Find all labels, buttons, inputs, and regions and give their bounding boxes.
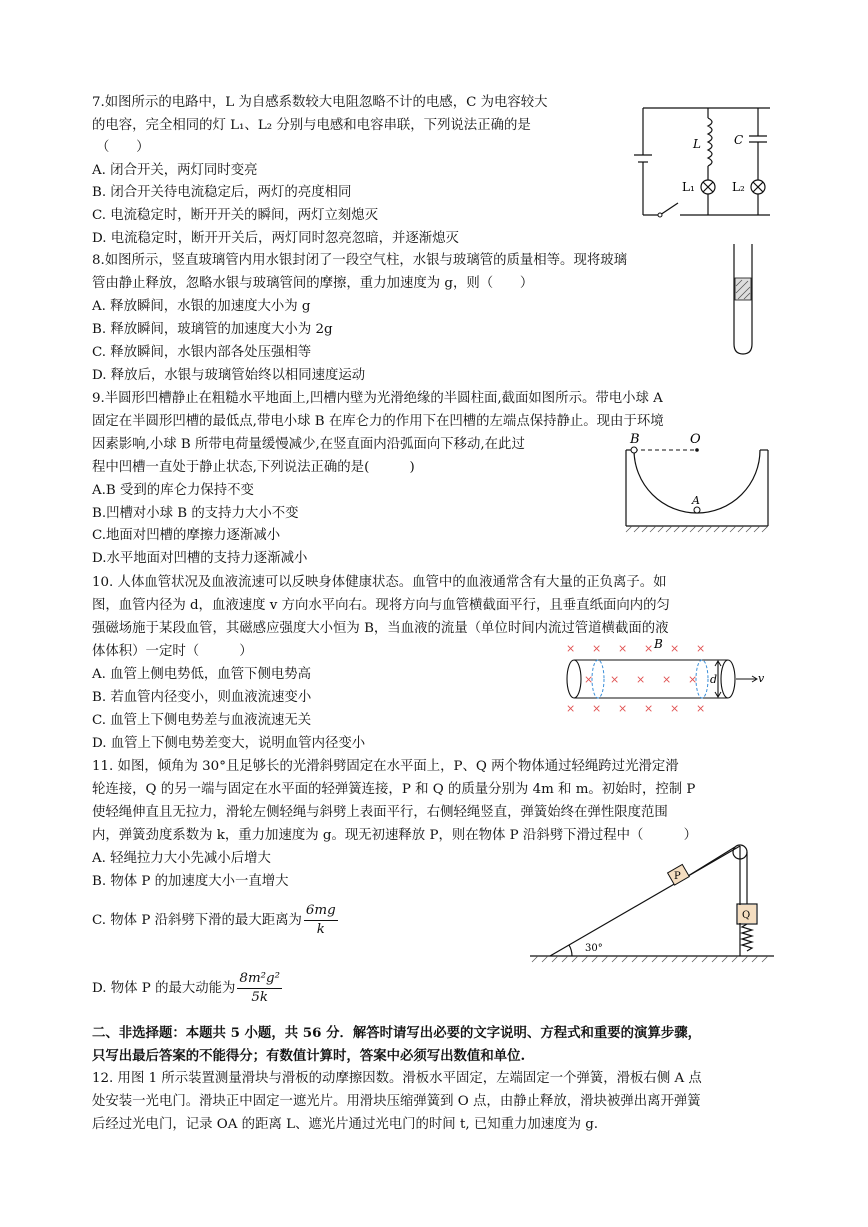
q10-label-B: B xyxy=(654,637,663,651)
q9-stem-line4: 程中凹槽一直处于静止状态,下列说法正确的是( ) xyxy=(92,460,415,475)
q11-label-P: P xyxy=(674,871,681,882)
q11-stem-line3: 使轻绳伸直且无拉力，滑轮左侧轻绳与斜劈上表面平行，右侧轻绳竖直，弹簧始终在弹性限度范围 xyxy=(92,805,668,820)
q9-option-c: C.地面对凹槽的摩擦力逐渐减小 xyxy=(92,528,281,543)
q9-option-d: D.水平地面对凹槽的支持力逐渐减小 xyxy=(92,551,308,566)
q9-label-B: B xyxy=(630,432,640,447)
q10-stem-line2: 图，血管内径为 d，血液速度 v 方向水平向右。现将方向与血管横截面平行，且垂直纸面向内的匀 xyxy=(92,598,670,613)
q11-option-c xyxy=(92,902,338,939)
q9-stem-line1: 9.半圆形凹槽静止在粗糙水平地面上,凹槽内壁为光滑绝缘的半圆柱面,截面如图所示。带电小球 A xyxy=(92,391,663,406)
q11-option-c-numerator: 6mg xyxy=(304,902,338,921)
svg-text:×: × xyxy=(566,642,576,655)
q9-label-O: O xyxy=(690,432,701,447)
q10-stem-line1: 10. 人体血管状况及血液流速可以反映身体健康状态。血管中的血液通常含有大量的正负离子。如 xyxy=(92,575,667,590)
q10-label-d: d xyxy=(710,673,718,686)
q8-glass-tube-figure xyxy=(728,240,758,358)
q7-stem-line3: （ ） xyxy=(96,140,150,155)
q11-option-c-denominator: k xyxy=(316,922,325,937)
q7-stem-line1: 7.如图所示的电路中，L 为自感系数较大电阻忽略不计的电感，C 为电容较大 xyxy=(92,95,548,110)
q11-option-d-numerator: 8m²g² xyxy=(237,970,282,989)
svg-text:×: × xyxy=(644,642,654,655)
svg-text:×: × xyxy=(688,673,698,686)
q11-option-b: B. 物体 P 的加速度大小一直增大 xyxy=(92,874,289,889)
q11-stem-line1: 11. 如图，倾角为 30°且足够长的光滑斜劈固定在水平面上，P、Q 两个物体通过轻绳跨过光滑定滑 xyxy=(92,759,679,774)
section2-heading-line1: 二、非选择题：本题共 5 小题，共 56 分．解答时请写出必要的文字说明、方程式和重要的演算步骤， xyxy=(92,1025,702,1041)
svg-text:×: × xyxy=(566,702,576,715)
q8-option-a: A. 释放瞬间，水银的加速度大小为 g xyxy=(92,299,311,314)
section2-heading-line2: 只写出最后答案的不能得分；有数值计算时，答案中必须写出数值和单位. xyxy=(92,1048,526,1064)
q11-option-c-text: C. 物体 P 沿斜劈下滑的最大距离为 xyxy=(92,913,302,928)
svg-text:×: × xyxy=(662,673,672,686)
q10-blood-vessel-figure xyxy=(560,636,772,716)
q10-option-c: C. 血管上下侧电势差与血液流速无关 xyxy=(92,713,312,728)
svg-text:×: × xyxy=(592,642,602,655)
q10-stem-line4: 体体积）一定时（ ） xyxy=(92,644,253,659)
svg-text:×: × xyxy=(696,702,706,715)
svg-text:×: × xyxy=(592,702,602,715)
q11-option-d-text: D. 物体 P 的最大动能为 xyxy=(92,981,236,996)
q9-trough-figure xyxy=(620,428,778,540)
q11-option-c-fraction xyxy=(304,902,338,939)
svg-text:×: × xyxy=(610,673,620,686)
q7-circuit-figure xyxy=(630,100,775,225)
q7-label-L: L xyxy=(693,137,701,151)
q12-stem-line3: 后经过光电门，记录 OA 的距离 L、遮光片通过光电门的时间 t, 已知重力加速度为 g. xyxy=(92,1117,599,1132)
q7-label-L1: L₁ xyxy=(682,180,695,194)
q7-option-b: B. 闭合开关待电流稳定后，两灯的亮度相同 xyxy=(92,185,352,200)
q7-option-d: D. 电流稳定时，断开开关后，两灯同时忽亮忽暗，并逐渐熄灭 xyxy=(92,231,459,246)
q11-label-Q: Q xyxy=(742,910,751,921)
q11-stem-line2: 轮连接，Q 的另一端与固定在水平面的轻弹簧连接，P 和 Q 的质量分别为 4m 和 m。初始时，控制 P xyxy=(92,782,696,797)
q10-option-b: B. 若血管内径变小，则血液流速变小 xyxy=(92,690,312,705)
q10-option-a: A. 血管上侧电势低，血管下侧电势高 xyxy=(92,667,312,682)
q9-label-A: A xyxy=(692,494,700,507)
q12-stem-line2: 处安装一光电门。滑块正中固定一遮光片。用滑块压缩弹簧到 O 点，由静止释放，滑块被弹出离开弹簧 xyxy=(92,1094,701,1109)
q10-label-v: v xyxy=(758,672,765,685)
q11-option-d-fraction xyxy=(237,970,282,1007)
q11-stem-line4: 内，弹簧劲度系数为 k，重力加速度为 g。现无初速释放 P，则在物体 P 沿斜劈下滑过程中（ ） xyxy=(92,828,698,843)
q7-stem-line2: 的电容，完全相同的灯 L₁、L₂ 分别与电感和电容串联，下列说法正确的是 xyxy=(92,118,531,133)
q10-stem-line3: 强磁场施于某段血管，其磁感应强度大小恒为 B，当血液的流量（单位时间内流过管道横截面的液 xyxy=(92,621,669,636)
q11-incline-figure xyxy=(528,838,776,970)
q7-option-a: A. 闭合开关，两灯同时变亮 xyxy=(92,163,258,178)
q11-option-d xyxy=(92,970,282,1007)
q11-option-d-denominator: 5k xyxy=(251,990,268,1005)
svg-text:×: × xyxy=(696,642,706,655)
q7-label-C: C xyxy=(734,133,744,147)
q8-option-c: C. 释放瞬间，水银内部各处压强相等 xyxy=(92,345,312,360)
q8-stem-line1: 8.如图所示，竖直玻璃管内用水银封闭了一段空气柱，水银与玻璃管的质量相等。现将玻璃 xyxy=(92,253,628,268)
svg-text:×: × xyxy=(618,702,628,715)
q7-label-L2: L₂ xyxy=(732,180,745,194)
q11-option-a: A. 轻绳拉力大小先减小后增大 xyxy=(92,851,271,866)
svg-text:×: × xyxy=(584,673,594,686)
q11-label-angle: 30° xyxy=(585,943,603,954)
q8-stem-line2: 管由静止释放，忽略水银与玻璃管间的摩擦，重力加速度为 g，则（ ） xyxy=(92,276,534,291)
svg-text:×: × xyxy=(618,642,628,655)
svg-text:×: × xyxy=(636,673,646,686)
q10-option-d: D. 血管上下侧电势差变大，说明血管内径变小 xyxy=(92,736,366,751)
q7-option-c: C. 电流稳定时，断开开关的瞬间，两灯立刻熄灭 xyxy=(92,208,379,223)
q9-option-b: B.凹槽对小球 B 的支持力大小不变 xyxy=(92,506,299,521)
q9-stem-line2: 固定在半圆形凹槽的最低点,带电小球 B 在库仑力的作用下在凹槽的左端点保持静止。现由于环境 xyxy=(92,414,664,429)
svg-text:×: × xyxy=(670,642,680,655)
q8-option-d: D. 释放后，水银与玻璃管始终以相同速度运动 xyxy=(92,368,366,383)
svg-text:×: × xyxy=(670,702,680,715)
q9-option-a: A.B 受到的库仑力保持不变 xyxy=(92,483,254,498)
q8-option-b: B. 释放瞬间，玻璃管的加速度大小为 2g xyxy=(92,322,333,337)
q12-stem-line1: 12. 用图 1 所示装置测量滑块与滑板的动摩擦因数。滑板水平固定，左端固定一个弹簧，滑板右侧 A 点 xyxy=(92,1071,702,1086)
q9-stem-line3: 因素影响,小球 B 所带电荷量缓慢减少,在竖直面内沿弧面向下移动,在此过 xyxy=(92,437,525,452)
svg-text:×: × xyxy=(644,702,654,715)
